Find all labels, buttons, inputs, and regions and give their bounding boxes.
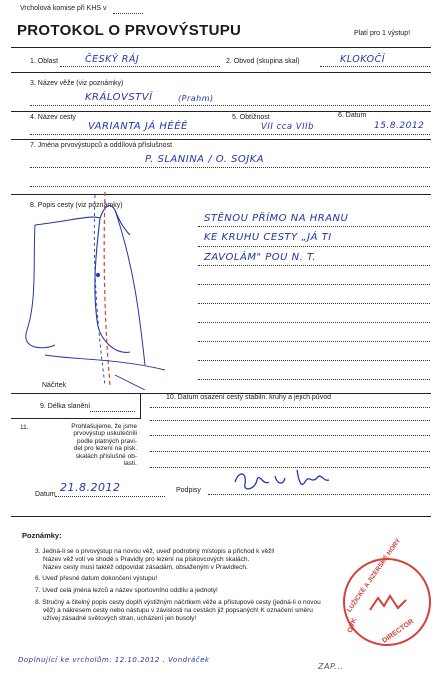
declaration-text <box>32 423 137 468</box>
stamp-left-text: OVK <box>346 617 359 634</box>
field-3-label: 3. Název věže (viz poznámky) <box>30 80 124 87</box>
field-2-label: 2. Obvod (skupina skal) <box>226 58 300 65</box>
field-1-label: 1. Oblast <box>30 58 59 65</box>
desc-line <box>198 379 430 380</box>
divider <box>11 139 431 140</box>
declaration-line: Prohlašujeme, že jsme <box>71 423 137 430</box>
field-3-value: KRÁLOVSTVÍ <box>85 92 153 103</box>
stamp-top-text: LUŽICKÉ A JIZERSKÉ HORY <box>345 537 403 614</box>
route-text-3: ZAVOLÁM" POU N. T. <box>204 252 317 263</box>
divider <box>11 72 431 73</box>
desc-line <box>198 341 430 342</box>
route-sketch <box>15 180 175 390</box>
note-item: 3. Jedná-li se o prvovýstup na novou věž, uveď podrobný místopis a přichod k věži! <box>35 548 275 555</box>
desc-line <box>198 226 430 227</box>
field-1-value: ČESKÝ RÁJ <box>85 54 140 65</box>
notes-list <box>35 548 365 622</box>
field-9-line <box>90 411 135 412</box>
divider <box>11 111 431 112</box>
declaration-line: prvovýstup uskutečnili <box>73 430 137 438</box>
field-4-line <box>30 134 430 135</box>
divider <box>11 47 431 48</box>
declaration-line: podle platných pravi- <box>77 437 137 445</box>
divider <box>11 516 431 517</box>
field-2-value: KLOKOČÍ <box>340 54 386 65</box>
org-line: Vrcholová komise při KHS v <box>20 5 107 12</box>
declaration-line: lasti. <box>123 460 137 468</box>
field-7-label: 7. Jména prvovýstupců a oddílová příslušnost <box>30 142 173 149</box>
sign-label: Podpisy <box>176 487 201 494</box>
declaration-line: skalách příslušné ob- <box>75 452 137 460</box>
field-4-value: VARIANTA JÁ HÉÉÉ <box>88 121 188 132</box>
note-item: užívej zásadně světových stran, ucházení jen busoly! <box>43 614 197 622</box>
footer-handwriting: Doplnující ke vrcholům: 12.10.2012 . Vondráček <box>18 656 210 664</box>
org-underline <box>113 13 143 14</box>
date-value: 21.8.2012 <box>60 481 121 494</box>
desc-line <box>198 303 430 304</box>
field-10-label: 10. Datum osazení cesty stabiln. kruhy a jejich původ <box>166 394 331 401</box>
note-item: věž) a nákresem cesty nebo nástupu v závislosti na cestách již popsaných! K označení směru <box>43 606 313 614</box>
route-text-1: STĚNOU PŘÍMO NA HRANU <box>204 213 349 224</box>
field-7-value: P. SLANINA / O. SOJKA <box>145 154 265 165</box>
stamp-emblem <box>368 590 408 614</box>
field-5-value: VII cca VIIb <box>261 122 315 132</box>
note-item: Název věž volí ve shodě s Pravidly pro lezení na pískovcových skalách. <box>43 555 250 563</box>
divider <box>11 418 141 419</box>
note-item: 8. Stručný a čitelný popis cesty doplň výstižným náčrtkem věže a přístupové cesty (jedná-li o novou <box>35 598 321 606</box>
field-6-label: 6. Datum <box>338 112 367 119</box>
note-item: 6. Uveď přesné datum dokončení výstupu! <box>35 575 158 583</box>
signature-image <box>225 462 335 496</box>
desc-line <box>198 322 430 323</box>
date-label: Datum <box>35 491 56 498</box>
desc-line <box>198 284 430 285</box>
footer-handwriting-2: ZAP... <box>318 662 344 671</box>
field-10-line <box>150 420 430 421</box>
copy-note: Platí pro 1 výstup! <box>354 30 411 37</box>
route-text-2: KE KRUHU CESTY „JÁ TI <box>204 232 332 243</box>
note-item: 7. Uveď celá jména lezců a název sportovního oddílu a jednoty! <box>35 587 218 595</box>
desc-line <box>198 360 430 361</box>
field-10-line <box>150 435 430 436</box>
date-line <box>55 496 165 497</box>
field-10-line <box>150 407 430 408</box>
page-title: PROTOKOL O PRVOVÝSTUPU <box>17 22 242 39</box>
field-10-line <box>150 451 430 452</box>
field-1-line <box>60 66 220 67</box>
notes-title: Poznámky: <box>22 531 62 540</box>
sketch-label: Náčrtek <box>42 382 67 389</box>
field-3-note: (Prahm) <box>178 94 214 103</box>
field-7-line <box>30 167 430 168</box>
field-4-label: 4. Název cesty <box>30 114 76 121</box>
field-9-label: 9. Délka slanění <box>40 403 91 410</box>
field-6-value: 15.8.2012 <box>374 121 425 131</box>
field-5-label: 5. Obtížnost <box>232 114 270 121</box>
declaration-line: del pro lezení na pisk. <box>73 445 137 453</box>
divider-vertical <box>140 393 141 418</box>
field-3-line <box>30 105 430 106</box>
desc-line <box>198 265 430 266</box>
note-item: Název cesty musí taktéž odpovídat zásadám, obsaženým v Pravidlech. <box>43 563 248 571</box>
declaration-label: 11. <box>20 424 29 431</box>
field-8-label: 8. Popis cesty (viz poznámky) <box>30 202 123 209</box>
stamp-bottom-text: DIRECTOR <box>381 618 416 645</box>
desc-line <box>198 246 430 247</box>
field-2-line <box>320 66 430 67</box>
